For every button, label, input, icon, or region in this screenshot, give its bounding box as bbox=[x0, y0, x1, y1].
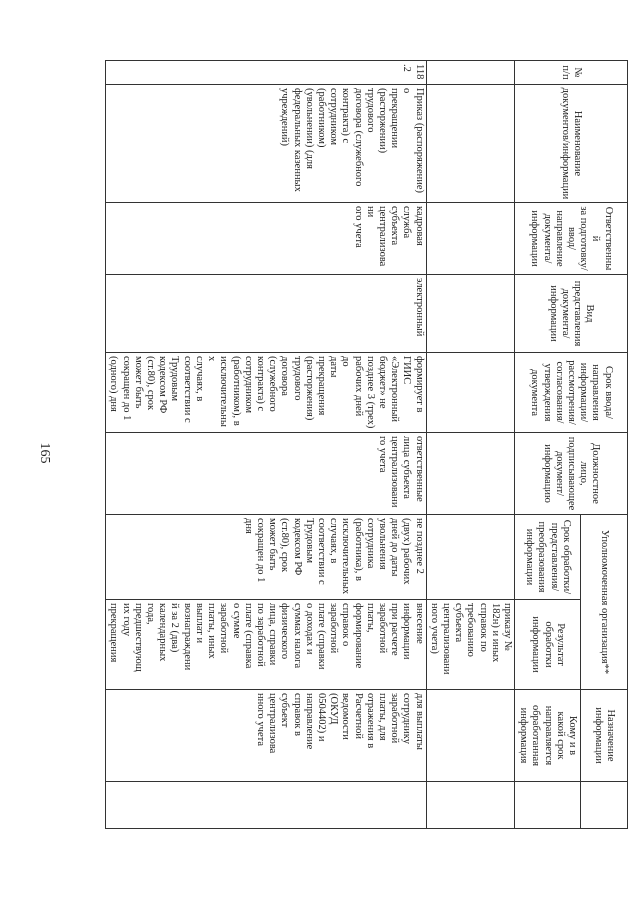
row-org-deadline: не позднее 2 (двух) рабочих дней до даты увольнения сотрудника (работника), в исключительных случаях, в соответствии с Трудовым кодексом РФ (ст.80), срок может быть сокращен до 1 дня bbox=[106, 515, 426, 600]
header-empty-2 bbox=[514, 782, 580, 829]
row-form: электронный bbox=[106, 275, 426, 353]
cont-responsible bbox=[426, 203, 514, 275]
row-deadline: формирует в ГИИС «Электронный бюджет» не позднее 3 (трех) рабочих дней до даты прекращения (расторжения) трудового договора (служебного контракта) с сотрудником (работником), в исключительных случаях, в соответствии с Трудовым кодексом РФ (ст.80), срок может быть сокращен до 1 (одного) дня bbox=[106, 353, 426, 433]
row-signer: ответственные лица субъекта централизовани го учета bbox=[106, 433, 426, 515]
header-responsible: Ответственный за подготовку/ ввод/ направление документа/ информации bbox=[514, 203, 627, 275]
row-purpose-to: для выплаты сотруднику заработной платы, для отражения в Расчетной ведомости (ОКУД 0504402) и направление справок в субъект централизова нного учета bbox=[106, 690, 426, 782]
row-name: Приказ (распоряжение) о прекращении (расторжении) трудового договора (служебного контракта) с сотрудником (работником) (увольнении) (для федеральных казенных учреждений) bbox=[106, 85, 426, 203]
rotated-table-wrapper bbox=[58, 60, 628, 828]
header-name: Наименование документов/информации bbox=[514, 85, 627, 203]
header-org-deadline: Срок обработки/ представления/ преобразования информации bbox=[514, 515, 580, 600]
cont-empty bbox=[426, 782, 514, 829]
header-org-result: Результат обработки информации bbox=[514, 600, 580, 690]
header-signer: Должностное лицо, подписывающее документ/ информацию bbox=[514, 433, 627, 515]
document-table bbox=[105, 60, 628, 829]
cont-org-result: приказу № 182н) и иных справок по требованию субъекта централизовани ного учета) bbox=[426, 600, 514, 690]
header-num: № п/п bbox=[514, 61, 627, 85]
header-purpose-to: Кому и в какой срок направляется обработанная информация bbox=[514, 690, 580, 782]
page-number: 165 bbox=[37, 442, 52, 464]
cont-org-deadline bbox=[426, 515, 514, 600]
document-table-area bbox=[58, 60, 628, 828]
cont-form bbox=[426, 275, 514, 353]
header-empty bbox=[581, 782, 628, 829]
cont-signer bbox=[426, 433, 514, 515]
cont-num bbox=[426, 61, 514, 85]
cont-deadline bbox=[426, 353, 514, 433]
table-row bbox=[106, 61, 426, 829]
cont-name bbox=[426, 85, 514, 203]
row-org-result: внесение информации при расчете заработной платы, формирование справок о заработной плате (справки о доходах и суммах налога физического лица, справки по заработной плате (справка о сумме заработной платы, иных выплат и вознаграждени й за 2 (два) календарных года, предшествующ их году прекращения bbox=[106, 600, 426, 690]
header-org-group: Уполномоченная организация** bbox=[581, 515, 628, 690]
row-empty bbox=[106, 782, 426, 829]
header-form: Вид представления документа/ информации bbox=[514, 275, 627, 353]
header-purpose-group: Назначение информации bbox=[581, 690, 628, 782]
row-num: 118.2 bbox=[106, 61, 426, 85]
row-responsible: кадровая служба субъекта централизовани ого учета bbox=[106, 203, 426, 275]
header-deadline: Срок ввода/ направления информации/ рассмотрения/ согласования/ утверждения документа bbox=[514, 353, 627, 433]
continuation-row bbox=[426, 61, 514, 829]
cont-purpose-to bbox=[426, 690, 514, 782]
header-row-1 bbox=[581, 61, 628, 829]
